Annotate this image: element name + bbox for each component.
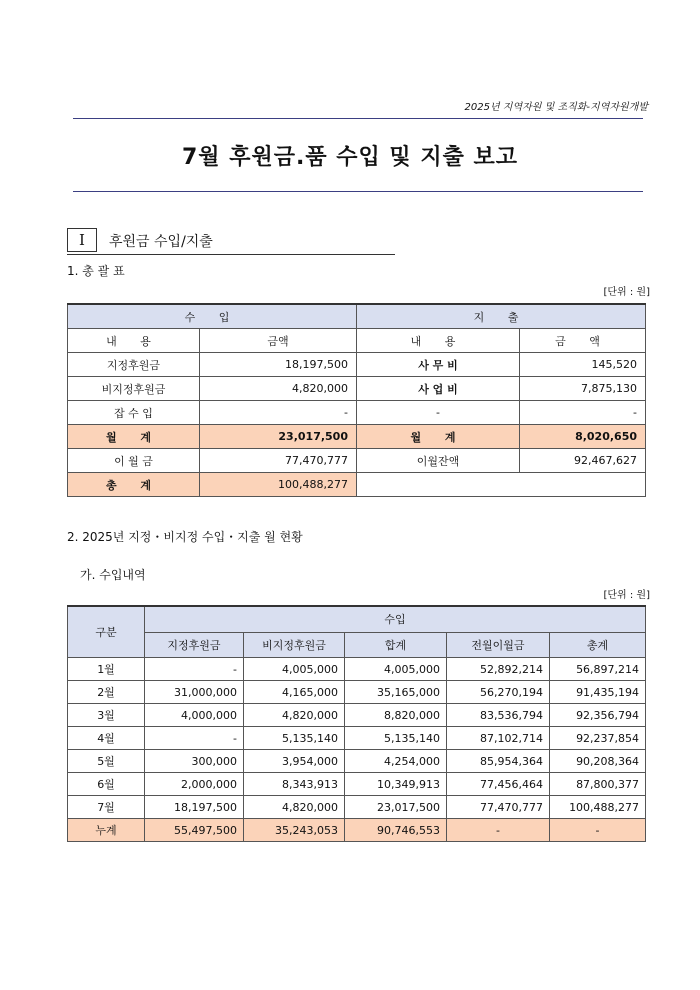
month-label: 4월: [68, 727, 145, 750]
summary-header-row: [68, 304, 646, 329]
section-heading: [67, 228, 395, 255]
income-amount: 77,470,777: [200, 449, 357, 473]
month-label: 5월: [68, 750, 145, 773]
month-label: 7월: [68, 796, 145, 819]
expense-amount: 145,520: [520, 353, 646, 377]
carry-row: [68, 449, 646, 473]
table-row: [68, 353, 646, 377]
value-cell: 4,820,000: [244, 704, 345, 727]
value-cell: 4,254,000: [345, 750, 447, 773]
value-cell: 77,470,777: [447, 796, 550, 819]
expense-amount: 92,467,627: [520, 449, 646, 473]
income-label: 지정후원금: [68, 353, 200, 377]
income-label: 비지정후원금: [68, 377, 200, 401]
value-cell: 10,349,913: [345, 773, 447, 796]
value-cell: -: [145, 727, 244, 750]
value-cell: 18,197,500: [145, 796, 244, 819]
expense-label: 사 무 비: [357, 353, 520, 377]
table-row: [68, 401, 646, 425]
monthly-unit: [단위 : 원]: [603, 590, 650, 601]
value-cell: -: [550, 819, 646, 842]
income-label: 월 계: [68, 425, 200, 449]
income-label: 이 월 금: [68, 449, 200, 473]
value-cell: 85,954,364: [447, 750, 550, 773]
expense-amount: 8,020,650: [520, 425, 646, 449]
col-header: 총계: [550, 632, 646, 657]
value-cell: 31,000,000: [145, 681, 244, 704]
value-cell: 5,135,140: [244, 727, 345, 750]
expense-amount: 7,875,130: [520, 377, 646, 401]
section-title: 후원금 수입/지출: [109, 234, 213, 250]
income-amount: 23,017,500: [200, 425, 357, 449]
table-row: [68, 377, 646, 401]
col-expense-amount: 금 액: [520, 329, 646, 353]
income-amount: 18,197,500: [200, 353, 357, 377]
table-row: [68, 750, 646, 773]
col-expense-item: 내 용: [357, 329, 520, 353]
income-header: 수 입: [68, 304, 357, 329]
income-amount: 4,820,000: [200, 377, 357, 401]
value-cell: 8,343,913: [244, 773, 345, 796]
summary-unit: [단위 : 원]: [603, 287, 650, 298]
table-row: [68, 704, 646, 727]
page-title: 7월 후원금.품 수입 및 지출 보고: [182, 145, 518, 170]
col-header: 비지정후원금: [244, 632, 345, 657]
expense-label: 이월잔액: [357, 449, 520, 473]
col-header: 합계: [345, 632, 447, 657]
value-cell: 35,243,053: [244, 819, 345, 842]
value-cell: 35,165,000: [345, 681, 447, 704]
expense-amount: -: [520, 401, 646, 425]
section-number: I: [67, 228, 97, 252]
value-cell: -: [145, 658, 244, 681]
grand-total-amount: 100,488,277: [200, 473, 357, 497]
expense-header: 지 출: [357, 304, 646, 329]
value-cell: 92,356,794: [550, 704, 646, 727]
expense-label: 사 업 비: [357, 377, 520, 401]
org-line: 2025년 지역자원 및 조직화-지역자원개발: [464, 102, 648, 113]
value-cell: 300,000: [145, 750, 244, 773]
value-cell: 5,135,140: [345, 727, 447, 750]
grand-total-label: 총 계: [68, 473, 200, 497]
value-cell: 8,820,000: [345, 704, 447, 727]
month-label: 3월: [68, 704, 145, 727]
value-cell: 83,536,794: [447, 704, 550, 727]
month-total-row: [68, 425, 646, 449]
table-row: [68, 727, 646, 750]
monthly-section-title: 2. 2025년 지정・비지정 수입・지출 월 현황: [67, 530, 303, 544]
empty-cell: [357, 473, 646, 497]
expense-label: 월 계: [357, 425, 520, 449]
value-cell: 4,005,000: [244, 658, 345, 681]
income-detail-title: 가. 수입내역: [80, 568, 146, 582]
income-group-header: 수입: [145, 606, 646, 632]
value-cell: 92,237,854: [550, 727, 646, 750]
value-cell: 3,954,000: [244, 750, 345, 773]
summary-col-row: [68, 329, 646, 353]
value-cell: -: [447, 819, 550, 842]
value-cell: 87,800,377: [550, 773, 646, 796]
grand-total-row: [68, 473, 646, 497]
value-cell: 87,102,714: [447, 727, 550, 750]
value-cell: 4,000,000: [145, 704, 244, 727]
value-cell: 55,497,500: [145, 819, 244, 842]
col-income-amount: 금액: [200, 329, 357, 353]
value-cell: 100,488,277: [550, 796, 646, 819]
table-row: [68, 773, 646, 796]
income-amount: -: [200, 401, 357, 425]
value-cell: 4,820,000: [244, 796, 345, 819]
value-cell: 56,270,194: [447, 681, 550, 704]
value-cell: 91,435,194: [550, 681, 646, 704]
title-rule: [73, 191, 643, 192]
table-row: [68, 658, 646, 681]
value-cell: 90,208,364: [550, 750, 646, 773]
table-row: [68, 681, 646, 704]
value-cell: 2,000,000: [145, 773, 244, 796]
col-header: 지정후원금: [145, 632, 244, 657]
value-cell: 56,897,214: [550, 658, 646, 681]
top-rule: [73, 118, 643, 119]
monthly-col-row: [68, 632, 646, 657]
value-cell: 90,746,553: [345, 819, 447, 842]
col-header: 전월이월금: [447, 632, 550, 657]
monthly-group-row: [68, 606, 646, 632]
col-group-label: 구분: [68, 606, 145, 658]
income-label: 잡 수 입: [68, 401, 200, 425]
month-label: 2월: [68, 681, 145, 704]
monthly-table: [67, 605, 646, 842]
month-label: 6월: [68, 773, 145, 796]
month-label: 누계: [68, 819, 145, 842]
cumulative-row: [68, 819, 646, 842]
value-cell: 52,892,214: [447, 658, 550, 681]
value-cell: 4,005,000: [345, 658, 447, 681]
value-cell: 23,017,500: [345, 796, 447, 819]
summary-table: [67, 303, 646, 497]
table-row: [68, 796, 646, 819]
summary-subtitle: 1. 총 괄 표: [67, 264, 125, 278]
value-cell: 77,456,464: [447, 773, 550, 796]
col-income-item: 내 용: [68, 329, 200, 353]
month-label: 1월: [68, 658, 145, 681]
expense-label: -: [357, 401, 520, 425]
value-cell: 4,165,000: [244, 681, 345, 704]
